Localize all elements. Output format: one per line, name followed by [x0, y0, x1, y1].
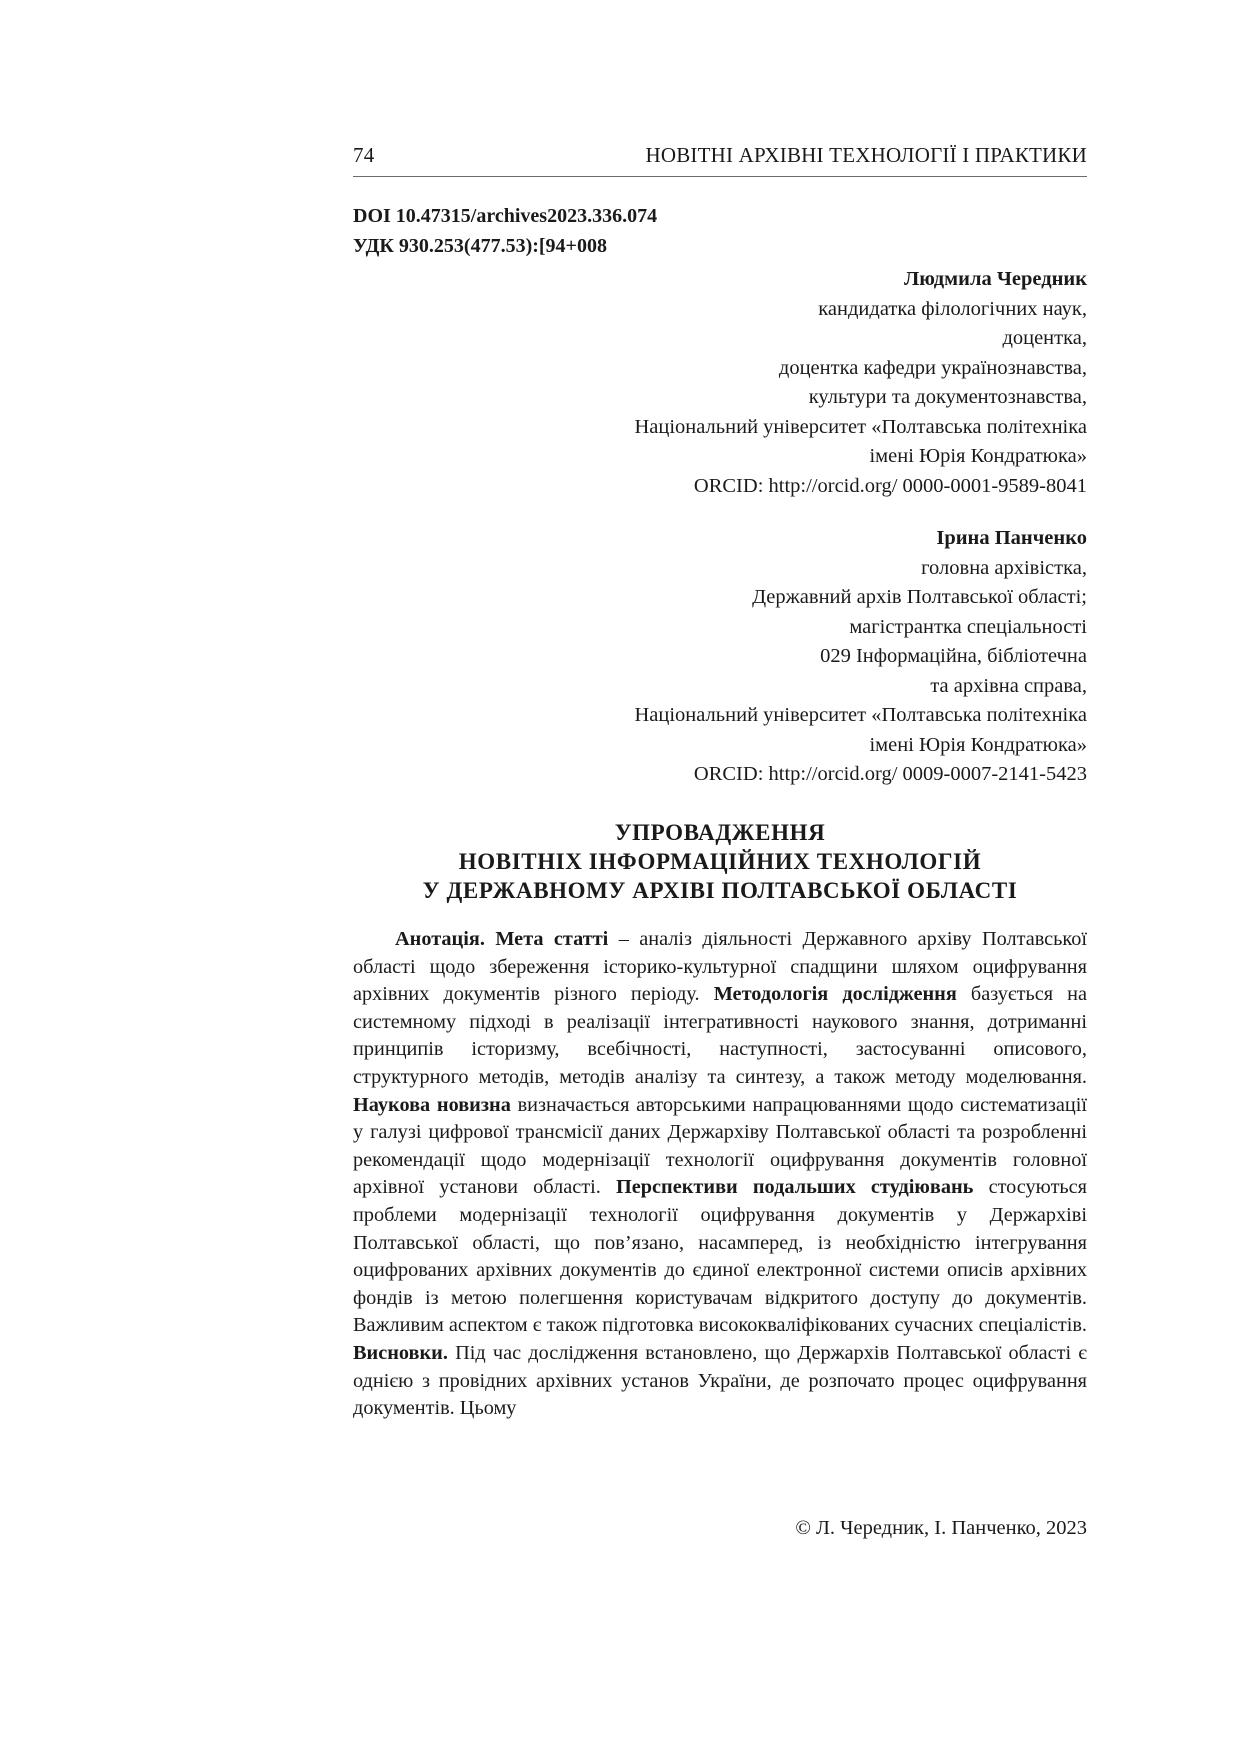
- doi[interactable]: DOI 10.47315/archives2023.336.074: [353, 205, 658, 227]
- udk: УДК 930.253(477.53):[94+008: [353, 235, 607, 257]
- author-university-cont: імені Юрія Кондратюка»: [869, 733, 1087, 756]
- author-university-cont: імені Юрія Кондратюка»: [869, 445, 1087, 467]
- prospects-label: Перспективи подальших студіювань: [615, 1176, 974, 1199]
- author-name: Ірина Панченко: [936, 527, 1087, 549]
- article-identifiers: [353, 201, 657, 261]
- article-title-line: УПРОВАДЖЕННЯ: [614, 820, 826, 845]
- methodology-text: базується на системному підході в реалізації інтегративності наукового знання, дотриманні принципів історизму, всебічності, наступності, застосуванні описового, структурного методів, методів аналізу та синтезу, а також методу моделювання.: [353, 983, 1087, 1088]
- article-title-line: У ДЕРЖАВНОМУ АРХІВІ ПОЛТАВСЬКОЇ ОБЛАСТІ: [422, 878, 1018, 903]
- author-orcid[interactable]: ORCID: http://orcid.org/ 0000-0001-9589-8041: [693, 474, 1087, 497]
- conclusions-text: Під час дослідження встановлено, що Держархів Полтавської області є однією з провідних архівних установ України, де розпочато процес оцифрування документів. Цьому: [353, 1341, 1087, 1420]
- author-specialty-cont: та архівна справа,: [930, 674, 1087, 697]
- author-study: магістрантка спеціальності: [849, 615, 1087, 638]
- author-orcid[interactable]: ORCID: http://orcid.org/ 0009-0007-2141-5423: [693, 763, 1087, 785]
- journal-title: НОВІТНІ АРХІВНІ ТЕХНОЛОГІЇ І ПРАКТИКИ: [645, 143, 1087, 167]
- author-university: Національний університет «Полтавська політехніка: [634, 704, 1087, 726]
- author-name: Людмила Чередник: [904, 268, 1087, 290]
- author-block-1: [634, 265, 1087, 501]
- author-department: культури та документознавства,: [808, 386, 1087, 408]
- header-divider: [353, 176, 1087, 177]
- copyright-notice: © Л. Чередник, І. Панченко, 2023: [795, 1517, 1087, 1539]
- author-degree: кандидатка філологічних наук,: [818, 297, 1087, 320]
- aim-label: Мета статті: [495, 928, 609, 950]
- author-specialty: 029 Інформаційна, бібліотечна: [820, 645, 1087, 667]
- novelty-label: Наукова новизна: [353, 1093, 511, 1116]
- aim-text: – аналіз діяльності Державного архіву Полтавської області щодо збереження історико-культурної спадщини шляхом оцифрування архівних документів різного періоду.: [353, 928, 1088, 1006]
- author-position: доцентка кафедри українознавства,: [778, 356, 1087, 379]
- running-header: [353, 143, 1087, 168]
- author-university: Національний університет «Полтавська політехніка: [634, 415, 1087, 438]
- novelty-text: визначається авторськими напрацюваннями щодо систематизації у галузі цифрової трансмісії даних Держархіву Полтавської області та розробленні рекомендації щодо модернізації технології оцифрування документів головної архівної установи області.: [353, 1093, 1087, 1199]
- author-affiliation: Державний архів Полтавської області;: [752, 586, 1087, 608]
- article-title-line: НОВІТНІХ ІНФОРМАЦІЙНИХ ТЕХНОЛОГІЙ: [458, 849, 982, 874]
- author-block-2: [634, 524, 1087, 790]
- abstract-label: Анотація.: [395, 928, 485, 950]
- prospects-text: стосуються проблеми модернізації технології оцифрування документів у Держархіві Полтавської області, що пов’язано, насамперед, із необхідністю інтегрування оцифрованих архівних документів до єдиної електронної системи описів архівних фондів із метою полегшення користувачам відкритого доступу до документів. Важливим аспектом є також підготовка висококваліфікованих сучасних спеціалістів.: [353, 1176, 1088, 1337]
- conclusions-label: Висновки.: [353, 1341, 448, 1364]
- abstract-paragraph: [353, 926, 1087, 1423]
- article-title: [353, 818, 1087, 905]
- page-number: 74: [353, 143, 375, 167]
- abstract: [353, 926, 1087, 1423]
- methodology-label: Методологія дослідження: [713, 983, 957, 1006]
- author-title: доцентка,: [1002, 327, 1087, 349]
- author-position: головна архівістка,: [921, 556, 1087, 579]
